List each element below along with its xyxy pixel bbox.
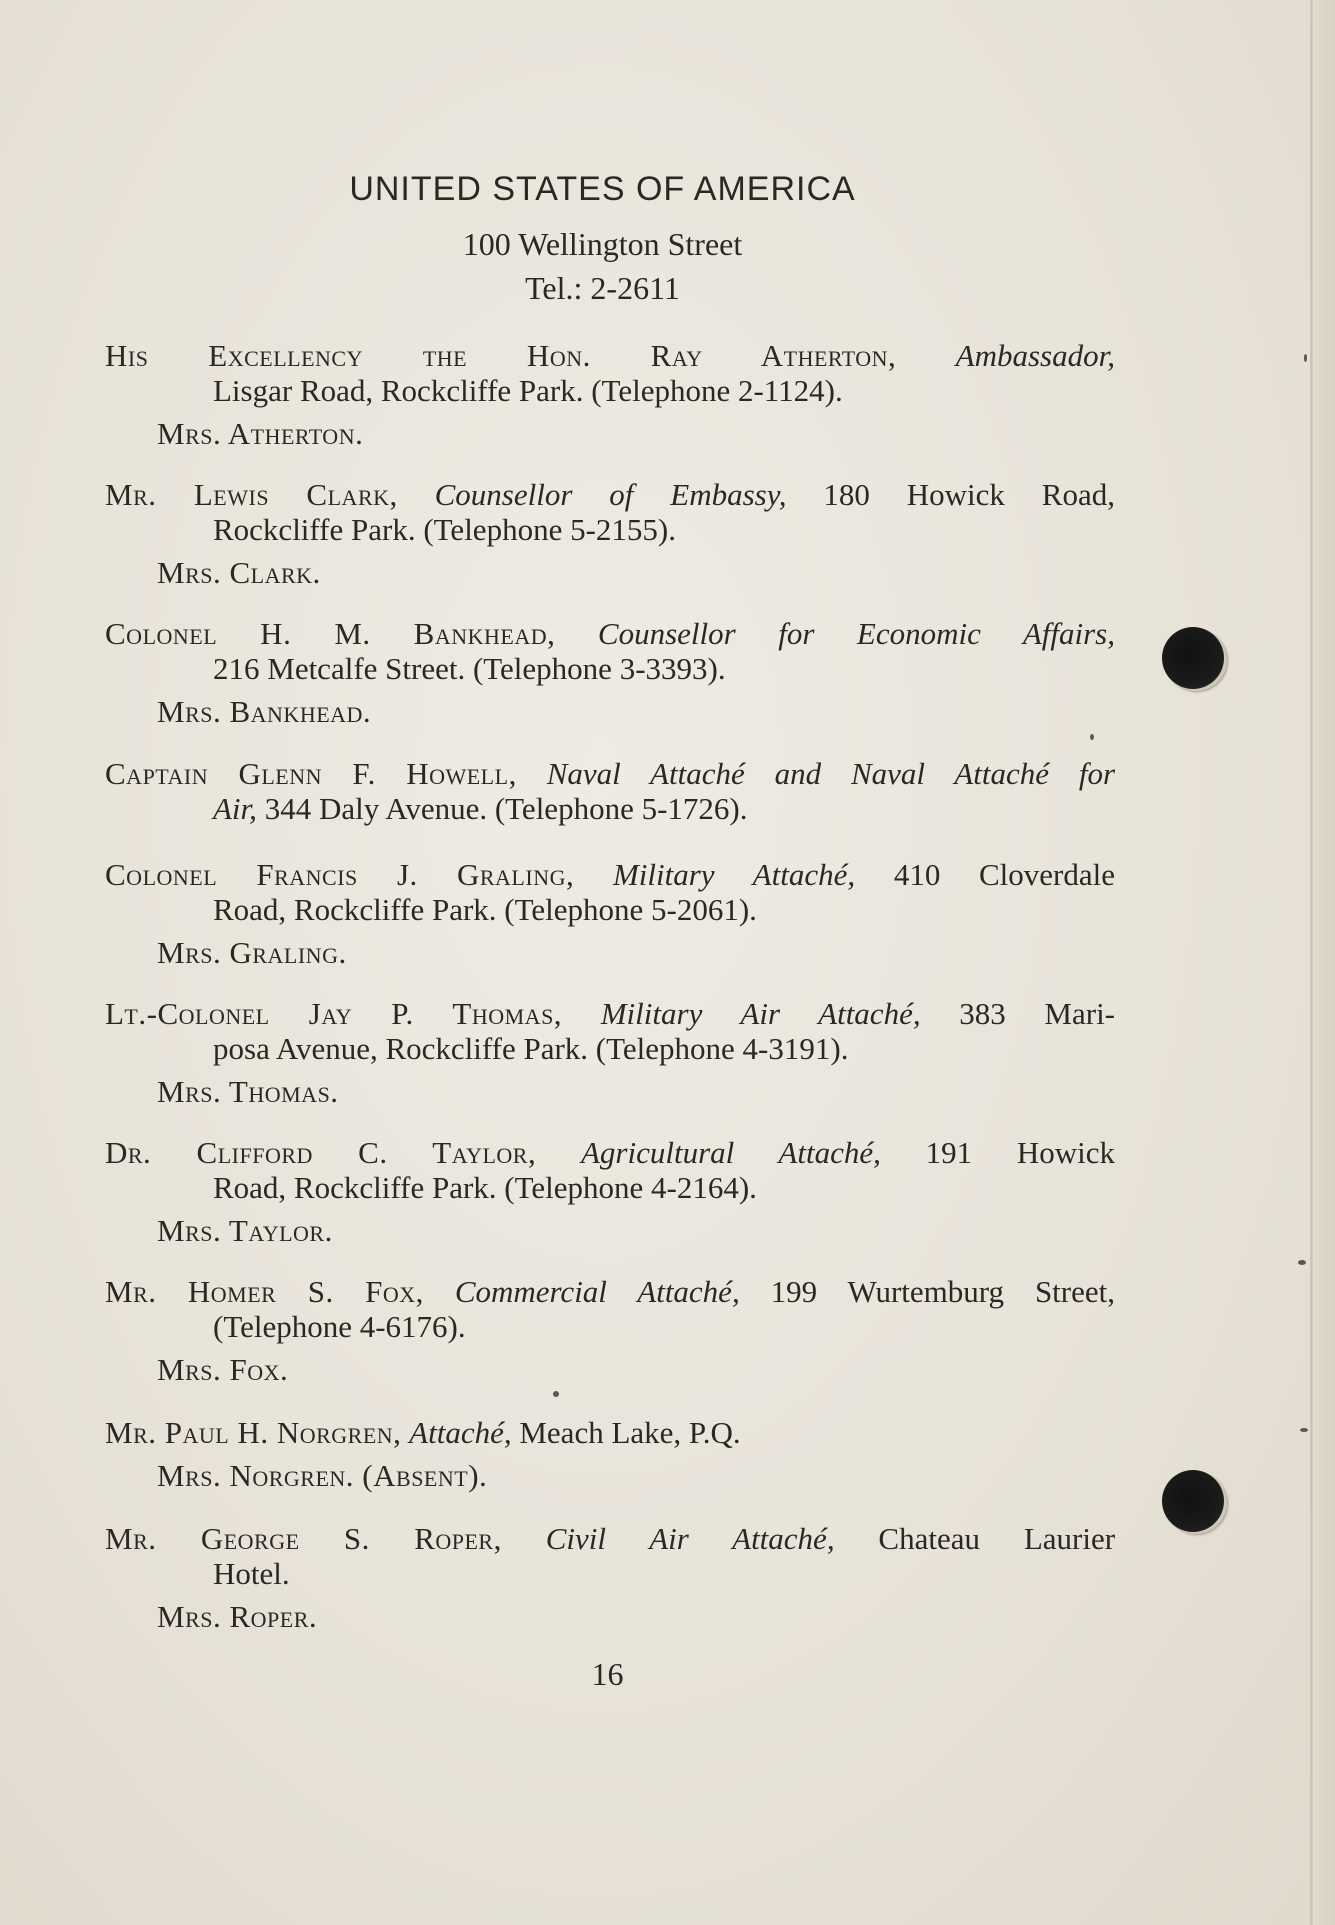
person-name: Captain Glenn F. Howell, <box>105 756 517 791</box>
person-name: Mr. Homer S. Fox, <box>105 1274 424 1309</box>
spouse-name: Mrs. Atherton. <box>157 416 364 451</box>
person-address-start: 180 Howick Road, <box>823 477 1115 512</box>
embassy-address: 100 Wellington Street <box>462 226 743 262</box>
embassy-telephone: Tel.: 2-2611 <box>525 270 680 306</box>
entry-address: Hotel. <box>213 1556 290 1591</box>
entry-naval-attache <box>105 756 1115 826</box>
entry-attache <box>105 1415 1115 1493</box>
spouse-name: Mrs. Fox. <box>157 1352 289 1387</box>
entry-address: Lisgar Road, Rockcliffe Park. (Telephone 2-1124). <box>213 373 843 408</box>
paper-speck <box>553 1391 559 1397</box>
entry-address: (Telephone 4-6176). <box>213 1309 466 1344</box>
entry-first-line <box>105 756 1115 791</box>
entry-ambassador <box>105 338 1115 451</box>
paper-speck <box>1304 354 1307 362</box>
entry-address: 216 Metcalfe Street. (Telephone 3-3393). <box>213 651 726 686</box>
entry-address: Road, Rockcliffe Park. (Telephone 5-2061). <box>213 892 757 927</box>
paper-speck <box>1300 1428 1308 1432</box>
entry-first-line <box>105 1274 1115 1309</box>
punch-hole-icon <box>1162 1470 1224 1532</box>
person-name: Colonel H. M. Bankhead, <box>105 616 556 651</box>
person-address-start: Meach Lake, P.Q. <box>519 1415 741 1450</box>
person-address-start: 410 Cloverdale <box>893 857 1116 892</box>
entry-first-line <box>105 857 1115 892</box>
entry-first-line <box>105 1415 1115 1450</box>
person-title-continued: Air, <box>213 791 257 826</box>
person-address-start: 199 Wurtemburg Street, <box>770 1274 1116 1309</box>
person-title: Agricultural Attaché, <box>580 1135 881 1170</box>
entry-address: Rockcliffe Park. (Telephone 5-2155). <box>213 512 676 547</box>
entry-address: 344 Daly Avenue. (Telephone 5-1726). <box>264 791 748 826</box>
entry-first-line <box>105 1521 1115 1556</box>
entry-commercial-attache <box>105 1274 1115 1387</box>
person-address-start: Chateau Laurier <box>878 1521 1116 1556</box>
entry-first-line <box>105 616 1115 651</box>
person-name: Mr. Paul H. Norgren, <box>105 1415 402 1450</box>
entry-address: Road, Rockcliffe Park. (Telephone 4-2164). <box>213 1170 757 1205</box>
punch-hole-icon <box>1162 627 1224 689</box>
person-title: Civil Air Attaché, <box>545 1521 835 1556</box>
spouse-name: Mrs. Norgren. (Absent). <box>157 1458 488 1493</box>
person-address-start: 383 Mari- <box>959 996 1116 1031</box>
person-name: Mr. George S. Roper, <box>105 1521 502 1556</box>
country-heading: UNITED STATES OF AMERICA <box>349 170 856 208</box>
entry-first-line <box>105 338 1115 373</box>
entry-first-line <box>105 996 1115 1031</box>
page-edge-shadow <box>1313 0 1335 1925</box>
person-title: Counsellor of Embassy, <box>434 477 787 512</box>
entry-first-line <box>105 1135 1115 1170</box>
person-name: Dr. Clifford C. Taylor, <box>105 1135 537 1170</box>
entry-agricultural-attache <box>105 1135 1115 1248</box>
entry-military-attache <box>105 857 1115 970</box>
page-number: 16 <box>591 1656 624 1692</box>
spouse-name: Mrs. Thomas. <box>157 1074 339 1109</box>
entry-address-line <box>105 791 1115 826</box>
person-title: Naval Attaché and Naval Attaché for <box>546 756 1116 791</box>
person-title: Counsellor for Economic Affairs, <box>597 616 1115 651</box>
entry-military-air-attache <box>105 996 1115 1109</box>
person-name: Lt.-Colonel Jay P. Thomas, <box>105 996 563 1031</box>
spouse-name: Mrs. Roper. <box>157 1599 318 1634</box>
person-address-start: 191 Howick <box>925 1135 1115 1170</box>
entry-civil-air-attache <box>105 1521 1115 1634</box>
spouse-name: Mrs. Graling. <box>157 935 347 970</box>
spouse-name: Mrs. Clark. <box>157 555 321 590</box>
person-title: Ambassador, <box>955 338 1115 373</box>
paper-speck <box>1298 1260 1306 1265</box>
person-title: Commercial Attaché, <box>454 1274 740 1309</box>
person-title: Military Air Attaché, <box>600 996 921 1031</box>
person-name: His Excellency the Hon. Ray Atherton, <box>105 338 897 373</box>
person-name: Colonel Francis J. Graling, <box>105 857 575 892</box>
person-title: Military Attaché, <box>612 857 856 892</box>
person-title: Attaché, <box>409 1415 512 1450</box>
binding-edge <box>1310 0 1313 1925</box>
person-name: Mr. Lewis Clark, <box>105 477 398 512</box>
spouse-name: Mrs. Bankhead. <box>157 694 372 729</box>
paper-speck <box>1090 734 1094 740</box>
entry-counsellor <box>105 477 1115 590</box>
spouse-name: Mrs. Taylor. <box>157 1213 333 1248</box>
entry-economic-counsellor <box>105 616 1115 729</box>
entry-address: posa Avenue, Rockcliffe Park. (Telephone 4-3191). <box>213 1031 849 1066</box>
entry-first-line <box>105 477 1115 512</box>
